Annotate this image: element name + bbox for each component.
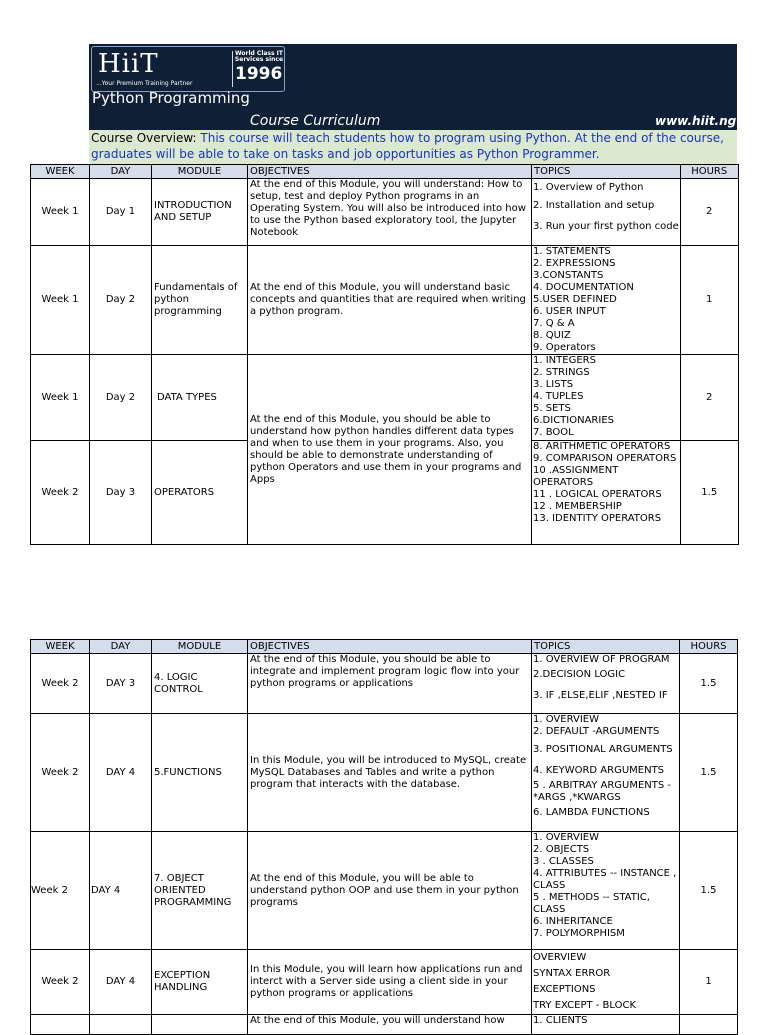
- page-title: Python Programming: [92, 89, 250, 107]
- topic-item: 3. IF ,ELSE,ELIF ,NESTED IF: [533, 690, 668, 701]
- topic-item: 1. OVERVIEW: [533, 832, 599, 843]
- topic-item: 7. BOOL: [533, 427, 574, 438]
- topic-item: 1. INTEGERS: [533, 355, 596, 366]
- day-cell: Day 2: [90, 355, 152, 441]
- hours-cell: 1.5: [680, 654, 738, 714]
- topic-item: 6. LAMBDA FUNCTIONS: [533, 807, 650, 818]
- module-cell: 7. OBJECT ORIENTED PROGRAMMING: [152, 832, 248, 950]
- topic-item: 7. Q & A: [533, 318, 575, 329]
- hours-cell: [680, 1015, 738, 1035]
- col-day: DAY: [90, 165, 152, 179]
- topic-item: 11 . LOGICAL OPERATORS: [533, 489, 662, 500]
- topic-item: 2. DEFAULT -ARGUMENTS: [533, 726, 660, 737]
- logo-subtitle: World Class IT Services since: [234, 50, 284, 63]
- curriculum-table-1: [30, 164, 739, 545]
- topic-item: 2.DECISION LOGIC: [533, 669, 626, 680]
- objectives-cell: At the end of this Module, you will understand: How to setup, test and deploy Python programs in an Operating System. You will also be introduced into how to use the Python based exploratory tool, the Jupyter Notebook: [248, 179, 532, 246]
- table-row: [31, 832, 738, 950]
- week-cell: Week 2: [31, 654, 90, 714]
- week-cell: [31, 1015, 90, 1035]
- topic-item: 5 . ARBITRAY ARGUMENTS - *ARGS ,*KWARGS: [533, 780, 672, 803]
- topic-item: 6. USER INPUT: [533, 306, 606, 317]
- topics-cell: [532, 714, 680, 832]
- week-cell: Week 2: [31, 441, 90, 545]
- topic-item: 2. EXPRESSIONS: [533, 258, 616, 269]
- hours-cell: 1.5: [680, 714, 738, 832]
- hours-cell: 2: [680, 179, 738, 246]
- topic-item: 13. IDENTITY OPERATORS: [533, 513, 662, 524]
- day-cell: DAY 4: [90, 832, 152, 950]
- module-cell: OPERATORS: [152, 441, 248, 545]
- col-hours: HOURS: [680, 640, 738, 654]
- day-cell: Day 2: [90, 246, 152, 355]
- overview-text: This course will teach students how to program using Python. At the end of the course, graduates will be able to take on tasks and job opportunities as Python Programmer.: [91, 131, 724, 161]
- objectives-cell: In this Module, you will be introduced to MySQL, create MySQL Databases and Tables and write a python program that interacts with the database.: [248, 714, 532, 832]
- week-cell: Week 2: [31, 714, 90, 832]
- topic-item: 8. QUIZ: [533, 330, 571, 341]
- course-overview: [89, 130, 737, 164]
- topic-item: 1. Overview of Python: [533, 182, 644, 193]
- day-cell: [90, 1015, 152, 1035]
- topic-item: EXCEPTIONS: [533, 984, 596, 995]
- curriculum-table-2: [30, 639, 738, 1035]
- objectives-cell: At the end of this Module, you will understand how: [248, 1015, 532, 1035]
- topics-cell: [532, 179, 681, 246]
- module-cell: EXCEPTION HANDLING: [152, 950, 248, 1015]
- week-cell: Week 2: [31, 832, 90, 950]
- col-topics: TOPICS: [532, 640, 680, 654]
- topics-cell: [532, 355, 681, 441]
- hours-cell: 1.5: [680, 441, 738, 545]
- module-cell: Fundamentals of python programming: [152, 246, 248, 355]
- topic-item: 3 . CLASSES: [533, 856, 594, 867]
- topic-item: 2. STRINGS: [533, 367, 590, 378]
- topic-item: 1. OVERVIEW: [533, 714, 599, 725]
- topic-item: 3. LISTS: [533, 379, 574, 390]
- topic-item: 5. SETS: [533, 403, 571, 414]
- topics-cell: [532, 246, 681, 355]
- topic-item: SYNTAX ERROR: [533, 968, 611, 979]
- topic-item: TRY EXCEPT - BLOCK: [533, 1000, 637, 1011]
- week-cell: Week 1: [31, 179, 90, 246]
- table-row: [31, 355, 739, 441]
- week-cell: Week 1: [31, 355, 90, 441]
- week-cell: Week 2: [31, 950, 90, 1015]
- topic-item: 6. INHERITANCE: [533, 916, 613, 927]
- module-cell: 5.FUNCTIONS: [152, 714, 248, 832]
- topic-item: 1. CLIENTS: [533, 1015, 588, 1026]
- topic-item: 12 . MEMBERSHIP: [533, 501, 622, 512]
- topic-item: 4. ATTRIBUTES -- INSTANCE , CLASS: [533, 868, 677, 891]
- col-week: WEEK: [31, 165, 90, 179]
- col-module: MODULE: [152, 165, 248, 179]
- objectives-cell: At the end of this Module, you should be able to integrate and implement program logic flow into your python programs or applications: [248, 654, 532, 714]
- day-cell: DAY 4: [90, 714, 152, 832]
- topic-item: 1. STATEMENTS: [533, 246, 611, 257]
- col-objectives: OBJECTIVES: [248, 640, 532, 654]
- module-cell: 4. LOGIC CONTROL: [152, 654, 248, 714]
- topic-item: 2. OBJECTS: [533, 844, 590, 855]
- objectives-cell: At the end of this Module, you will understand basic concepts and quantities that are required when writing a python program.: [248, 246, 532, 355]
- module-cell: [152, 1015, 248, 1035]
- topic-item: 7. POLYMORPHISM: [533, 928, 625, 939]
- hours-cell: 2: [680, 355, 738, 441]
- topic-item: 1. OVERVIEW OF PROGRAM: [533, 654, 670, 665]
- topic-item: 6.DICTIONARIES: [533, 415, 614, 426]
- overview-label: Course Overview:: [91, 131, 197, 145]
- table-row: [31, 246, 739, 355]
- day-cell: Day 3: [90, 441, 152, 545]
- module-cell: DATA TYPES: [152, 355, 248, 441]
- topics-cell: [532, 832, 680, 950]
- day-cell: DAY 3: [90, 654, 152, 714]
- table-header-row: [31, 165, 739, 179]
- module-cell: INTRODUCTION AND SETUP: [152, 179, 248, 246]
- topics-cell: [532, 950, 680, 1015]
- topics-cell: [532, 1015, 680, 1035]
- col-day: DAY: [90, 640, 152, 654]
- topic-item: 4. TUPLES: [533, 391, 584, 402]
- table-row: [31, 714, 738, 832]
- topic-item: OVERVIEW: [533, 952, 587, 963]
- table-row: [31, 950, 738, 1015]
- topic-item: 4. DOCUMENTATION: [533, 282, 634, 293]
- table-header-row: [31, 640, 738, 654]
- hours-cell: 1: [680, 246, 738, 355]
- topic-item: 5.USER DEFINED: [533, 294, 617, 305]
- topic-item: 9. Operators: [533, 342, 596, 353]
- hours-cell: 1.5: [680, 832, 738, 950]
- col-hours: HOURS: [680, 165, 738, 179]
- table-row: [31, 179, 739, 246]
- objectives-cell: At the end of this Module, you should be able to understand how python handles different data types and when to use them in your programs. Also, you should be able to demonstrate understanding of python Operators and use them in your programs and Apps: [248, 355, 532, 545]
- topic-item: 3. POSITIONAL ARGUMENTS: [533, 744, 673, 755]
- day-cell: DAY 4: [90, 950, 152, 1015]
- logo-brand: HiiT: [98, 49, 159, 79]
- topic-item: 2. Installation and setup: [533, 200, 655, 211]
- col-module: MODULE: [152, 640, 248, 654]
- objectives-cell: In this Module, you will learn how applications run and interct with a Server side using a client side in your python programs or applications: [248, 950, 532, 1015]
- logo-divider: [232, 51, 233, 87]
- topic-item: 3.CONSTANTS: [533, 270, 604, 281]
- topic-item: 4. KEYWORD ARGUMENTS: [533, 765, 665, 776]
- topic-item: 5 . METHODS -- STATIC, CLASS: [533, 892, 650, 915]
- topic-item: 10 .ASSIGNMENT OPERATORS: [533, 465, 619, 488]
- col-topics: TOPICS: [532, 165, 681, 179]
- col-week: WEEK: [31, 640, 90, 654]
- website-link[interactable]: www.hiit.ng: [655, 114, 737, 128]
- day-cell: Day 1: [90, 179, 152, 246]
- topics-cell: [532, 441, 681, 545]
- logo-year: 1996: [235, 64, 283, 84]
- logo-tagline: ...Your Premium Training Partner: [96, 80, 193, 87]
- topic-item: 3. Run your first python code: [533, 221, 679, 232]
- table-row: [31, 654, 738, 714]
- col-objectives: OBJECTIVES: [248, 165, 532, 179]
- hours-cell: 1: [680, 950, 738, 1015]
- topics-cell: [532, 654, 680, 714]
- topic-item: 9. COMPARISON OPERATORS: [533, 453, 677, 464]
- hiit-logo: [91, 46, 285, 92]
- topic-item: 8. ARITHMETIC OPERATORS: [533, 441, 671, 452]
- table-row: [31, 1015, 738, 1035]
- page-subtitle: Course Curriculum: [250, 113, 381, 129]
- objectives-cell: At the end of this Module, you will be able to understand python OOP and use them in your python programs: [248, 832, 532, 950]
- week-cell: Week 1: [31, 246, 90, 355]
